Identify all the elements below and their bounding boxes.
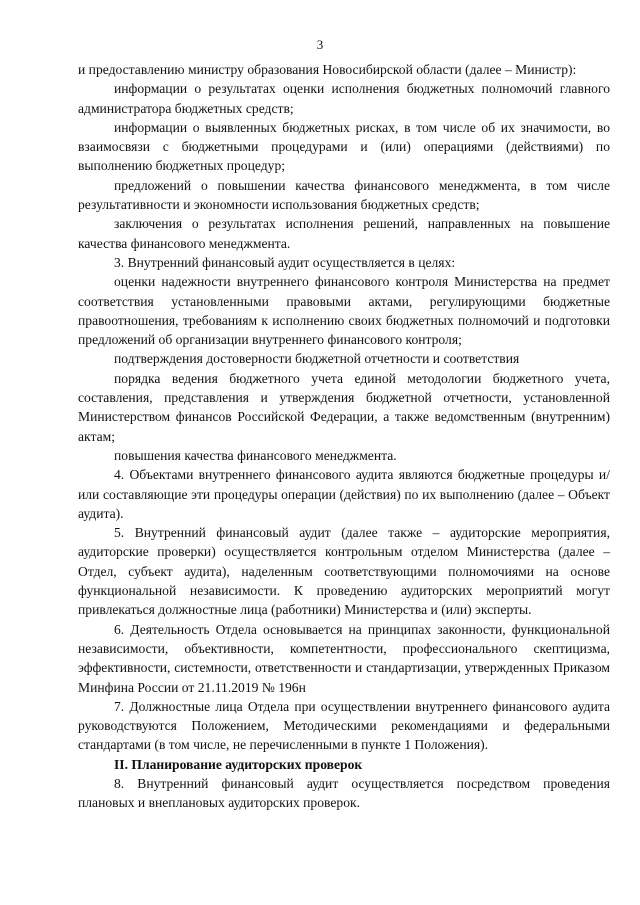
paragraph: 3. Внутренний финансовый аудит осуществляется в целях: bbox=[114, 254, 456, 270]
paragraph: 7. Должностные лица Отдела при осуществлении внутреннего финансового аудита руководствуются Положением, Методическими рекомендациями и федеральными стандартами (в том числе, не перечисленными в пункте 1 Положения). bbox=[78, 698, 610, 753]
paragraph: и предоставлению министру образования Новосибирской области (далее – Министр): bbox=[78, 62, 577, 77]
document-body bbox=[78, 60, 610, 813]
paragraph: оценки надежности внутреннего финансового контроля Министерства на предмет соответствия установленными правовыми актами, регулирующими бюджетные правоотношения, требованиям к исполнению своих бюджетных полномочий и подготовки предложений об организации внутреннего финансового контроля; bbox=[78, 274, 610, 348]
paragraph: 8. Внутренний финансовый аудит осуществляется посредством проведения плановых и внеплановых аудиторских проверок. bbox=[78, 775, 610, 811]
paragraph: порядка ведения бюджетного учета единой методологии бюджетного учета, составления, представления и утверждения бюджетной отчетности, установленной Министерством финансов Российской Федерации, а также ведомственным (внутренним) актам; bbox=[78, 370, 610, 444]
paragraph: заключения о результатах исполнения решений, направленных на повышение качества финансового менеджмента. bbox=[78, 216, 610, 251]
paragraph: повышения качества финансового менеджмента. bbox=[114, 447, 397, 463]
paragraph: 5. Внутренний финансовый аудит (далее также – аудиторские мероприятия, аудиторские проверки) осуществляется контрольным отделом Министерства (далее – Отдел, субъект аудита), наделенным соответствующими полномочиями на основе функциональной независимости. К проведению аудиторских мероприятий могут привлекаться должностные лица (работники) Министерства и (или) эксперты. bbox=[78, 525, 610, 618]
paragraph: 6. Деятельность Отдела основывается на принципах законности, функциональной независимости, объективности, компетентности, профессионального скептицизма, эффективности, системности, ответственности и стандартизации, утвержденных Приказом Минфина России от 21.11.2019 № 196н bbox=[78, 621, 610, 695]
paragraph: информации о выявленных бюджетных рисках, в том числе об их значимости, во взаимосвязи с бюджетными процедурами и (или) операциями (действиями) по выполнению бюджетных процедур; bbox=[78, 119, 610, 174]
paragraph: предложений о повышении качества финансового менеджмента, в том числе результативности и экономности использования бюджетных средств; bbox=[78, 177, 610, 213]
paragraph: 4. Объектами внутреннего финансового аудита являются бюджетные процедуры и/или составляющие эти процедуры операции (действия) по их выполнению (далее – Объект аудита). bbox=[78, 467, 610, 521]
page-number: 3 bbox=[316, 37, 324, 52]
paragraph: подтверждения достоверности бюджетной отчетности и соответствия bbox=[114, 351, 520, 367]
section-heading: II. Планирование аудиторских проверок bbox=[114, 756, 363, 772]
paragraph: информации о результатах оценки исполнения бюджетных полномочий главного администратора бюджетных средств; bbox=[78, 81, 610, 116]
